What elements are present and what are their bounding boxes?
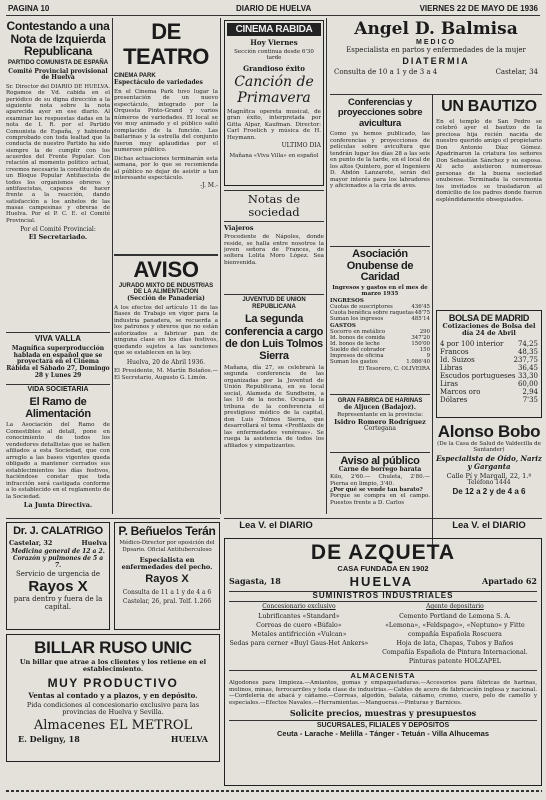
- section-subtitle: Cotizaciones de Bolsa del día 24 de Abril: [442, 322, 536, 338]
- divider: [114, 254, 218, 256]
- article-signature-2: El Secretariado.: [28, 232, 88, 241]
- row-label: Suman los gastos: [330, 359, 378, 366]
- avicultura-article: [330, 98, 430, 244]
- ad-title: GRAN FABRICA DE HARINAS: [337, 398, 423, 404]
- article-title: AVISO: [133, 258, 199, 282]
- section-body: Procedente de Nápoles, donde reside, se halla entre nosotros la joven señora de Frances, de soltera Lolita Moro López. Sea bienvenida.: [224, 234, 324, 266]
- products-left-list: [229, 613, 369, 647]
- committee-name: Comité Provincial provisional de Huelva: [8, 67, 108, 82]
- row-value: 48'75: [414, 310, 430, 317]
- article-subtitle: JURADO MIXTO DE INDUSTRIAS DE LA ALIMENTACION: [118, 282, 214, 296]
- article-date: Huelva, 20 de Abril 1936.: [126, 358, 206, 366]
- ad-title: BILLAR RUSO UNIC: [34, 638, 192, 657]
- store-city: HUELVA: [170, 733, 208, 744]
- subsection-title: Viajeros: [224, 223, 254, 232]
- consult-hours: Consulta de 11 a 1 y de 4 a 6: [122, 588, 212, 596]
- row-value: 290: [419, 329, 430, 336]
- table-row: [440, 340, 538, 348]
- aviso-publico-ad: [330, 452, 430, 517]
- section-title: BOLSA DE MADRID: [448, 313, 530, 323]
- society-notes: [224, 190, 324, 294]
- article-body: En el Cinema Park tuvo lugar la presentación de un nuevo espectáculo, integrado por la Orquesta Pinto-Grand y varios números de variedades. El local se vio muy animado y el público salió complacido de la función. Las bailarinas y la estrella del conjunto fueron muy aplaudidas por el numeroso público.: [114, 88, 218, 154]
- article-body: Sr. Director del DIARIO DE HUELVA. Rogamos de Vd. cabida en el periódico de su digna dirección a la siguiente nota sobre la nota aparecida ayer en ese diario. Al examinar las respuestas dadas en la nota de I. R. por el Partido Comunista de España, y habiendo comprobado con toda lealtad que la conducta de nuestro Partido ha sido siempre la de cumplir con los acuerdos del Frente Popular. Con relación al momento político actual, creemos necesario la constitución de un Bloque Popular Antifascista de todos los organismos obreros y antifascistas, capaces de hacer frente a la reacción, dando satisfacción a los anhelos de las masas campesinas y obreras de Huelva. Por el P. C. E. el Comité Provincial.: [6, 83, 110, 224]
- row-value: 237,75: [513, 355, 538, 364]
- row-value: 48,35: [517, 347, 538, 356]
- article-signature: La Junta Directiva.: [23, 501, 93, 510]
- ad-last-day: ULTIMO DIA: [281, 142, 321, 150]
- bautizo-article: [436, 98, 542, 308]
- doctor-address: Castelar, 26, pral. Telf. 1.266: [122, 598, 212, 606]
- balmisa-ad: [330, 20, 542, 95]
- call-to-action: Solicite precios, muestras y presupuestos: [289, 708, 477, 719]
- branches-cities: Ceuta - Larache - Melilla - Tánger - Tetuán - Villa Alhucemas: [277, 728, 489, 738]
- row-value: 1.086'40: [406, 359, 430, 366]
- service-line: Corazón y pulmones de 5 a 7.: [12, 555, 104, 569]
- section-title: Notas de sociedad: [224, 190, 324, 222]
- article-signature: -J. M.-: [200, 182, 218, 190]
- service-line: Medicina general de 12 a 2.: [11, 548, 105, 556]
- article-signature: El Presidente, M. Martín Bolaños.— El Secretario, Augusto G. Limón.: [114, 368, 218, 381]
- store-name: Almacenes EL METROL: [33, 718, 193, 734]
- bottom-border: [6, 790, 542, 792]
- row-value: 485'14: [411, 316, 430, 323]
- caridad-article: [330, 246, 430, 393]
- article-body: Mañana, día 27, se celebrará la segunda conferencia de las organizadas por la Juventud de Unión Republicana, en su local social, Alameda de Sundheim, a las 10 de la noche. Ocupará la tribuna de la conferencia el prestigioso médico de la capital, don Luis Tolmos Sierra, que desarrollará el tema «Profilaxis de las enfermedades venéreas». Se ruega la asistencia de todos los afiliados y simpatizantes.: [224, 364, 324, 449]
- vida-societaria-article: [6, 386, 110, 518]
- ad-answer: Porque se compra en el campo. Puestos frente a D. Carlos: [330, 493, 430, 506]
- azqueta-ad: [224, 538, 542, 786]
- divider: [6, 332, 110, 333]
- article-subtitle-2: Espectáculo de variedades: [114, 78, 203, 86]
- list-item: Lubrificantes «Standard»: [258, 612, 340, 620]
- party-name: PARTIDO COMUNISTA DE ESPAÑA: [7, 59, 109, 66]
- lea-diario-right: Lea V. el DIARIO: [452, 520, 526, 531]
- page-number: PAGINA 10: [8, 4, 50, 13]
- alonso-bobo-ad: [436, 420, 542, 516]
- column-title: Agente depositario: [426, 602, 484, 610]
- service-line: para dentro y fuera de la capital.: [13, 595, 103, 611]
- aviso-article: [114, 258, 218, 516]
- doctor-address: Castelar, 32: [9, 539, 53, 548]
- lea-diario-left: Lea V. el DIARIO: [239, 520, 313, 531]
- column-rule: [220, 18, 221, 514]
- expenses-table: [330, 329, 430, 365]
- company-po-box: Apartado 62: [482, 576, 537, 587]
- row-value: 150: [419, 347, 430, 354]
- theatre-article: [114, 20, 218, 252]
- doctor-title: Médico-Director por oposición del Dpsario. Oficial Antituberculoso: [119, 540, 215, 553]
- list-item: Cemento Portland de Lemona S. A.: [399, 612, 511, 620]
- article-title: Asociación Onubense de Caridad: [346, 248, 414, 284]
- list-item: Metales antifricción «Vulcan»: [251, 630, 347, 638]
- ad-subtitle: de Aljucen (Badajoz).: [344, 403, 416, 411]
- paper-name: DIARIO DE HUELVA: [236, 4, 312, 13]
- service-line: Servicio de urgencia de: [15, 570, 101, 579]
- ad-title: CINEMA RABIDA: [227, 23, 321, 36]
- row-label: Escudos portugueses: [440, 371, 516, 380]
- store-location: [10, 734, 216, 744]
- table-row: [330, 316, 430, 322]
- list-item: Sedas para cerner «Buyl Gaus-Het Ankers»: [229, 639, 369, 647]
- row-label: Francos: [440, 347, 469, 356]
- row-label: Sueldo del cobrador: [330, 347, 386, 354]
- row-label: Cuota benéfica sobre raquetas: [330, 310, 414, 317]
- juventud-article: [224, 294, 324, 516]
- list-item: compañía Española Roscuera: [407, 630, 502, 638]
- row-label: 4 por 100 interior: [440, 339, 504, 348]
- list-item: Correas de cuero «Búfalo»: [256, 621, 342, 629]
- doctor-location: [9, 539, 107, 547]
- column-rule: [432, 95, 433, 545]
- divider: [6, 518, 220, 519]
- column-title: Concesionario exclusivo: [262, 602, 336, 610]
- income-heading: INGRESOS: [330, 298, 364, 305]
- store-address: E. Deligny, 18: [18, 733, 80, 744]
- table-row: [330, 359, 430, 365]
- viva-villa-ad: [6, 335, 110, 381]
- table-row: [440, 388, 538, 396]
- doctor-name: Angel D. Balmisa: [354, 20, 518, 39]
- ad-question: ¿Por qué se vende tan barato?: [330, 487, 423, 493]
- ad-town: Cortegana: [364, 424, 396, 432]
- doctor-name: P. Beñuelos Terán: [118, 524, 216, 538]
- section-body: Algodones para limpieza.—Amiantos, gomas y empaquetaduras.—Accesorios para fábricas de harinas, molinos, minas, ferrocarriles y toda clase de industrias.—Cables de acero de fabricación inglesa y nacional.—Cordelería de abacá y cáñamo.—Correas, algodón, balata, cáñamo, cromo, cuero, pelo de camello y especiales.—Efectos Navales.—Herramientas.—Mangueras.—Pinturas y Barnices.: [229, 680, 537, 706]
- products-left: [229, 604, 369, 667]
- article-title: Conferencias y proyecciones sobre avicultura: [337, 98, 423, 129]
- products-columns: [229, 604, 537, 667]
- article-subtitle: Ingresos y gastos en el mes de marzo 1935: [332, 284, 428, 297]
- company-name: DE AZQUETA: [310, 541, 456, 564]
- film-description: Magnífica opereta musical, de gran éxito, interpretada por Gitta Alpar, Kaufman. Director: Carl Froelich y música de H. Heymann.: [227, 108, 321, 141]
- article-title: Contestando a una Nota de Izquierda Republicana: [6, 20, 110, 59]
- bolsa-madrid: [436, 310, 542, 418]
- article-body: Como ya hemos publicado, las conferencias y proyecciones de películas sobre avicultura que tendrán lugar los días 28 a las seis en punto de la tarde, en el local de los altos Quintero, por el Ingeniero D. Abdón Lanzarote, serán del mayor interés para los labradores y aficionados a la cría de aves.: [330, 131, 430, 190]
- column-rule: [326, 18, 327, 514]
- article-title: UN BAUTIZO: [441, 98, 537, 115]
- table-row: [440, 380, 538, 388]
- row-value: 9: [426, 353, 430, 360]
- rayos-x-label: Rayos X: [145, 573, 189, 586]
- teran-ad: [114, 522, 220, 630]
- income-table: [330, 304, 430, 322]
- ad-tomorrow: Mañana «Viva Villa» en español: [229, 153, 319, 160]
- row-value: 74,25: [517, 339, 538, 348]
- ad-prices: Kilo, 2'60.— Chuleta, 2'80.— Pierna en limpio, 3'40.: [330, 474, 430, 487]
- doctor-speciality: Especialista en partos y enfermedades de la mujer: [346, 45, 526, 54]
- ad-subtitle: Carne de borrego barata: [338, 466, 422, 474]
- company-city: HUELVA: [349, 573, 414, 589]
- article-body: A los efectos del artículo 11 de las Bases de Trabajo en vigor para la industria panadera, se recuerda a los patronos y obreros que no están autorizados a fabricar pan de ninguna clase en los días festivos, quedando sujetos a las sanciones que se establecen en la ley.: [114, 304, 218, 357]
- doctor-phone: Teléfono 1444: [467, 479, 511, 487]
- products-right: [369, 604, 537, 667]
- article-signature: Por el Comité Provincial:: [20, 226, 96, 234]
- section-title: SUMINISTROS INDUSTRIALES: [229, 591, 537, 602]
- row-value: 436'45: [411, 304, 430, 311]
- ad-title: VIVA VALLA: [34, 335, 82, 343]
- doctor-name: Alonso Bobo: [437, 422, 541, 441]
- ad-slogan: MUY PRODUCTIVO: [47, 675, 179, 690]
- table-row: [440, 372, 538, 380]
- doctor-city: Huelva: [81, 539, 107, 548]
- ad-rep-label: Representante en la provincia:: [337, 412, 423, 419]
- doctor-speciality: Especialista de Oído, Nariz y Garganta: [436, 454, 542, 472]
- doctor-speciality: Especialista en enfermedades del pecho.: [121, 555, 213, 572]
- list-item: Hoja de lata, Chapas, Tubos y Baños: [396, 639, 514, 647]
- table-row: [440, 364, 538, 372]
- row-label: Liras: [440, 379, 458, 388]
- ad-line: Un billar que atrae a los clientes y los retiene en el establecimiento.: [19, 658, 207, 674]
- row-value: 36,45: [517, 363, 538, 372]
- table-row: [440, 356, 538, 364]
- film-title: Canción de Primavera: [234, 74, 314, 106]
- doctor-hours: De 12 a 2 y de 4 a 6: [452, 486, 526, 496]
- divider: [6, 384, 110, 385]
- row-label: Libras: [440, 363, 463, 372]
- ad-title: Aviso al público: [340, 455, 420, 467]
- doctor-service: DIATERMIA: [402, 55, 470, 66]
- doctor-address: Castelar, 34: [495, 67, 538, 76]
- doctor-address: Calle Pí y Margall, 22, 1.º: [446, 472, 532, 480]
- article-title: DE TEATRO: [123, 20, 209, 69]
- article-body: La Asociación del Ramo de Comestibles al detall, pone en conocimiento de todos los vendedores detallistas que se hallen afiliados a esta Sociedad, que con arreglo a las bases vigentes queda obligado a mantener cerrados sus establecimientos los días festivos, haciéndose constar que toda infracción será castigada conforme a lo establecido en el reglamento de la Sociedad.: [6, 422, 110, 500]
- cinema-rabida-ad: [224, 20, 324, 186]
- calatrigo-ad: [6, 522, 110, 630]
- article-subtitle: CINEMA PARK: [114, 73, 156, 80]
- ad-line: Pida condiciones al concesionario exclusivo para las provincias de Huelva y Sevilla.: [26, 700, 200, 717]
- row-label: Impresos de oficina: [330, 353, 384, 360]
- list-item: Pinturas patente HOLZAPEL: [408, 657, 501, 665]
- section-title: ALMACENISTA: [229, 670, 537, 680]
- list-item: Compañía Española de Pintura Internacional.: [382, 648, 528, 656]
- company-street: Sagasta, 18: [229, 576, 281, 587]
- article-body: En el templo de San Pedro se celebró ayer el bautizo de la preciosa hija recién nacida de nuestro querido amigo el propietario Don Antonio Díaz Gómez. Apadrinaron la criatura los señores Don Sebastián Sánchez y su esposa. Al acto asistieron numerosas personas de la buena sociedad onubense. Terminada la ceremonia los invitados se trasladaron al domicilio de los padres donde fueron espléndidamente obsequiados.: [436, 118, 542, 203]
- row-value: 60,00: [517, 379, 538, 388]
- ad-line: Ventas al contado y a plazos, y en depósito.: [28, 691, 198, 700]
- ad-session: Sección continua desde 6'30 tarde: [234, 49, 314, 62]
- consult-hours: Consulta de 10 a 1 y de 3 a 4: [334, 67, 438, 76]
- article-title: El Ramo de Alimentación: [25, 395, 91, 421]
- company-contact: [229, 574, 537, 589]
- harinas-ad: [330, 394, 430, 451]
- products-right-list: [373, 613, 537, 665]
- row-label: Id. Suizos: [440, 355, 475, 364]
- section-title: VIDA SOCIETARIA: [27, 386, 89, 393]
- ad-body: Magnífica superproducción hablada en español que se proyectará en el Cinema Rábida el Sábado 27, Domingo 28 y Lunes 29: [6, 344, 110, 379]
- doctor-name: Dr. J. CALATRIGO: [13, 525, 103, 537]
- article-body-2: Dichas actuaciones terminarán esta semana, por lo que se recomienda al público no dejar de asistir a tan interesante espectáculo.: [114, 155, 218, 181]
- quotes-table: [440, 340, 538, 404]
- ad-day: Hoy Viernes: [250, 38, 298, 48]
- doctor-details: [330, 68, 542, 76]
- list-item: «Lemona», «Feldspago», «Neptuno» y Fitte: [385, 621, 525, 629]
- row-value: 347'20: [411, 335, 430, 342]
- divider: [224, 518, 542, 519]
- row-value: 2,94: [522, 387, 538, 396]
- article-title: La segunda conferencia a cargo de don Luis Tolmos Sierra: [224, 313, 324, 362]
- row-value: 7'35: [522, 395, 538, 404]
- doctor-role: MEDICO: [416, 39, 456, 47]
- doctor-origin: (De la Casa de Salud de Valdecilla de Santander): [437, 441, 541, 454]
- row-label: Cuotas de suscriptores: [330, 304, 393, 311]
- article-subtitle: JUVENTUD DE UNION REPUBLICANA: [224, 294, 324, 310]
- article-section: (Sección de Panadería): [127, 295, 205, 303]
- row-label: Dólares: [440, 395, 468, 404]
- row-label: Marcos oro: [440, 387, 481, 396]
- branches-title: SUCURSALES, FILIALES Y DEPÓSITOS: [229, 720, 537, 730]
- ad-rep-name: Isidro Romero Rodríguez: [334, 417, 426, 426]
- page-header: [6, 3, 540, 16]
- row-label: Id. bonos de leche: [330, 341, 380, 348]
- row-value: 150'00: [411, 341, 430, 348]
- expenses-heading: GASTOS: [330, 323, 356, 330]
- table-row: [440, 396, 538, 404]
- issue-date: VIERNES 22 DE MAYO DE 1936: [419, 4, 538, 13]
- row-label: Socorro en metálico: [330, 329, 386, 336]
- billar-ad: [6, 634, 220, 762]
- row-label: Id. bonos de comida: [330, 335, 386, 342]
- rayos-x-label: Rayos X: [28, 578, 88, 596]
- row-value: 33,30: [517, 371, 538, 380]
- company-founded: CASA FUNDADA EN 1902: [337, 563, 429, 573]
- row-label: Suman los ingresos: [330, 316, 384, 323]
- table-row: [440, 348, 538, 356]
- article-signature: El Tesorero, C. OLIVEIRA: [358, 366, 430, 373]
- ad-highlight: Grandioso éxito: [243, 64, 305, 74]
- column-rule: [112, 18, 113, 514]
